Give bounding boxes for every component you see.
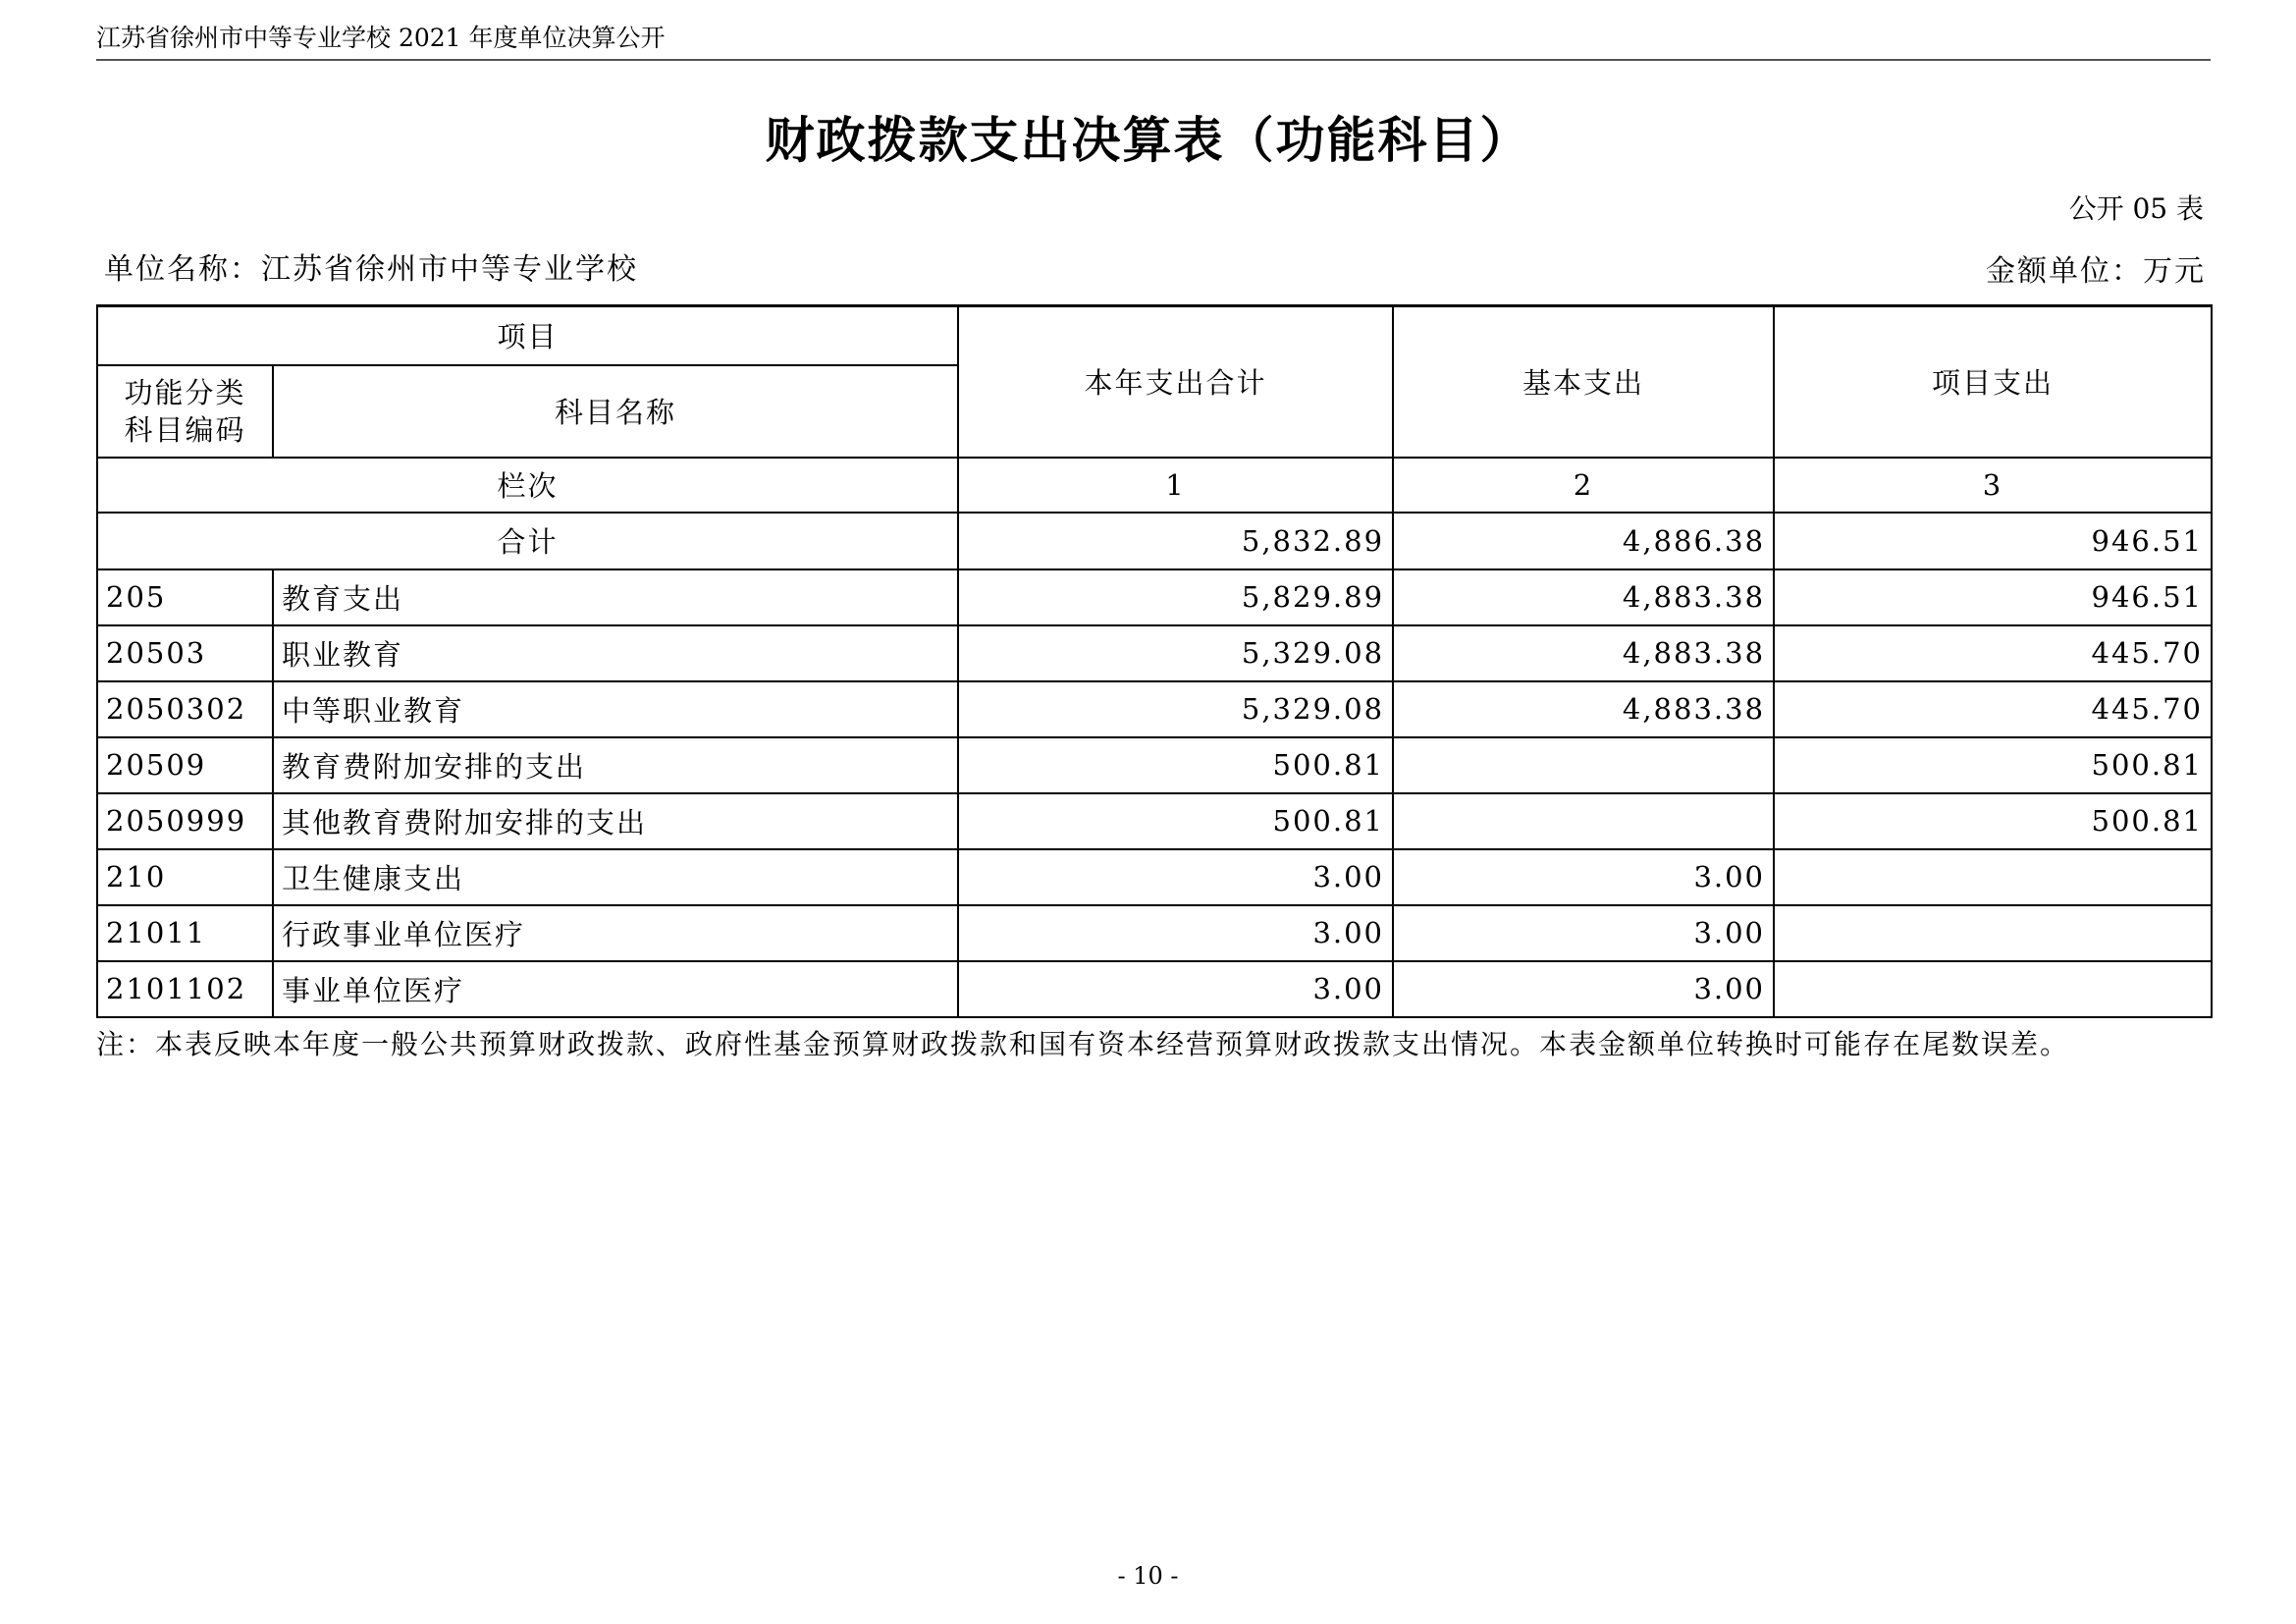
row-code: 20503 bbox=[97, 625, 273, 681]
grand-total-total: 5,832.89 bbox=[958, 513, 1393, 569]
header-code-line-2: 科目编码 bbox=[124, 412, 246, 447]
page-title: 财政拨款支出决算表（功能科目） bbox=[765, 111, 1531, 169]
header-name: 科目名称 bbox=[273, 365, 958, 458]
header-code bbox=[97, 365, 273, 458]
row-name: 教育费附加安排的支出 bbox=[273, 737, 958, 793]
row-program: 500.81 bbox=[1774, 793, 2212, 849]
row-total: 5,329.08 bbox=[958, 681, 1393, 737]
row-program: 946.51 bbox=[1774, 569, 2212, 625]
header-rule bbox=[96, 59, 2211, 61]
row-name: 行政事业单位医疗 bbox=[273, 905, 958, 961]
row-code: 21011 bbox=[97, 905, 273, 961]
row-total: 3.00 bbox=[958, 849, 1393, 905]
row-program: 500.81 bbox=[1774, 737, 2212, 793]
row-code: 2101102 bbox=[97, 961, 273, 1017]
row-total: 3.00 bbox=[958, 905, 1393, 961]
header-total: 本年支出合计 bbox=[958, 306, 1393, 458]
column-index-label: 栏次 bbox=[97, 458, 958, 513]
row-name: 事业单位医疗 bbox=[273, 961, 958, 1017]
table-row bbox=[97, 905, 2212, 961]
row-total: 3.00 bbox=[958, 961, 1393, 1017]
amount-unit: 金额单位：万元 bbox=[1986, 254, 2206, 289]
column-index-1: 1 bbox=[958, 458, 1393, 513]
row-code: 2050302 bbox=[97, 681, 273, 737]
row-basic: 3.00 bbox=[1393, 905, 1774, 961]
table-row bbox=[97, 569, 2212, 625]
table-row bbox=[97, 625, 2212, 681]
row-basic bbox=[1393, 793, 1774, 849]
header-row-project bbox=[97, 306, 2212, 365]
column-index-2: 2 bbox=[1393, 458, 1774, 513]
row-code: 2050999 bbox=[97, 793, 273, 849]
row-basic: 4,883.38 bbox=[1393, 569, 1774, 625]
row-basic: 3.00 bbox=[1393, 849, 1774, 905]
row-code: 205 bbox=[97, 569, 273, 625]
row-program: 445.70 bbox=[1774, 681, 2212, 737]
row-basic bbox=[1393, 737, 1774, 793]
row-basic: 3.00 bbox=[1393, 961, 1774, 1017]
row-program bbox=[1774, 961, 2212, 1017]
grand-total-basic: 4,886.38 bbox=[1393, 513, 1774, 569]
header-code-line-1: 功能分类 bbox=[124, 375, 246, 409]
row-basic: 4,883.38 bbox=[1393, 681, 1774, 737]
column-index-row bbox=[97, 458, 2212, 513]
row-program bbox=[1774, 905, 2212, 961]
row-name: 职业教育 bbox=[273, 625, 958, 681]
row-total: 5,329.08 bbox=[958, 625, 1393, 681]
row-code: 210 bbox=[97, 849, 273, 905]
table-note: 注：本表反映本年度一般公共预算财政拨款、政府性基金预算财政拨款和国有资本经营预算财政拨款支出情况。本表金额单位转换时可能存在尾数误差。 bbox=[96, 1028, 2070, 1060]
row-name: 卫生健康支出 bbox=[273, 849, 958, 905]
grand-total-program: 946.51 bbox=[1774, 513, 2212, 569]
row-name: 中等职业教育 bbox=[273, 681, 958, 737]
row-code: 20509 bbox=[97, 737, 273, 793]
running-header: 江苏省徐州市中等专业学校 2021 年度单位决算公开 bbox=[96, 24, 666, 52]
row-program bbox=[1774, 849, 2212, 905]
table-row bbox=[97, 961, 2212, 1017]
column-index-3: 3 bbox=[1774, 458, 2212, 513]
row-name: 教育支出 bbox=[273, 569, 958, 625]
expenditure-table bbox=[96, 304, 2213, 1018]
grand-total-label: 合计 bbox=[97, 513, 958, 569]
unit-name: 单位名称：江苏省徐州市中等专业学校 bbox=[104, 252, 638, 287]
header-basic: 基本支出 bbox=[1393, 306, 1774, 458]
form-number: 公开 05 表 bbox=[2068, 192, 2204, 225]
row-basic: 4,883.38 bbox=[1393, 625, 1774, 681]
header-project: 项目 bbox=[97, 306, 958, 365]
table-row bbox=[97, 793, 2212, 849]
row-total: 500.81 bbox=[958, 737, 1393, 793]
header-program: 项目支出 bbox=[1774, 306, 2212, 458]
row-total: 500.81 bbox=[958, 793, 1393, 849]
page-number: - 10 - bbox=[1117, 1562, 1179, 1590]
table-row bbox=[97, 849, 2212, 905]
row-name: 其他教育费附加安排的支出 bbox=[273, 793, 958, 849]
table-row bbox=[97, 681, 2212, 737]
row-program: 445.70 bbox=[1774, 625, 2212, 681]
row-total: 5,829.89 bbox=[958, 569, 1393, 625]
grand-total-row bbox=[97, 513, 2212, 569]
table-row bbox=[97, 737, 2212, 793]
